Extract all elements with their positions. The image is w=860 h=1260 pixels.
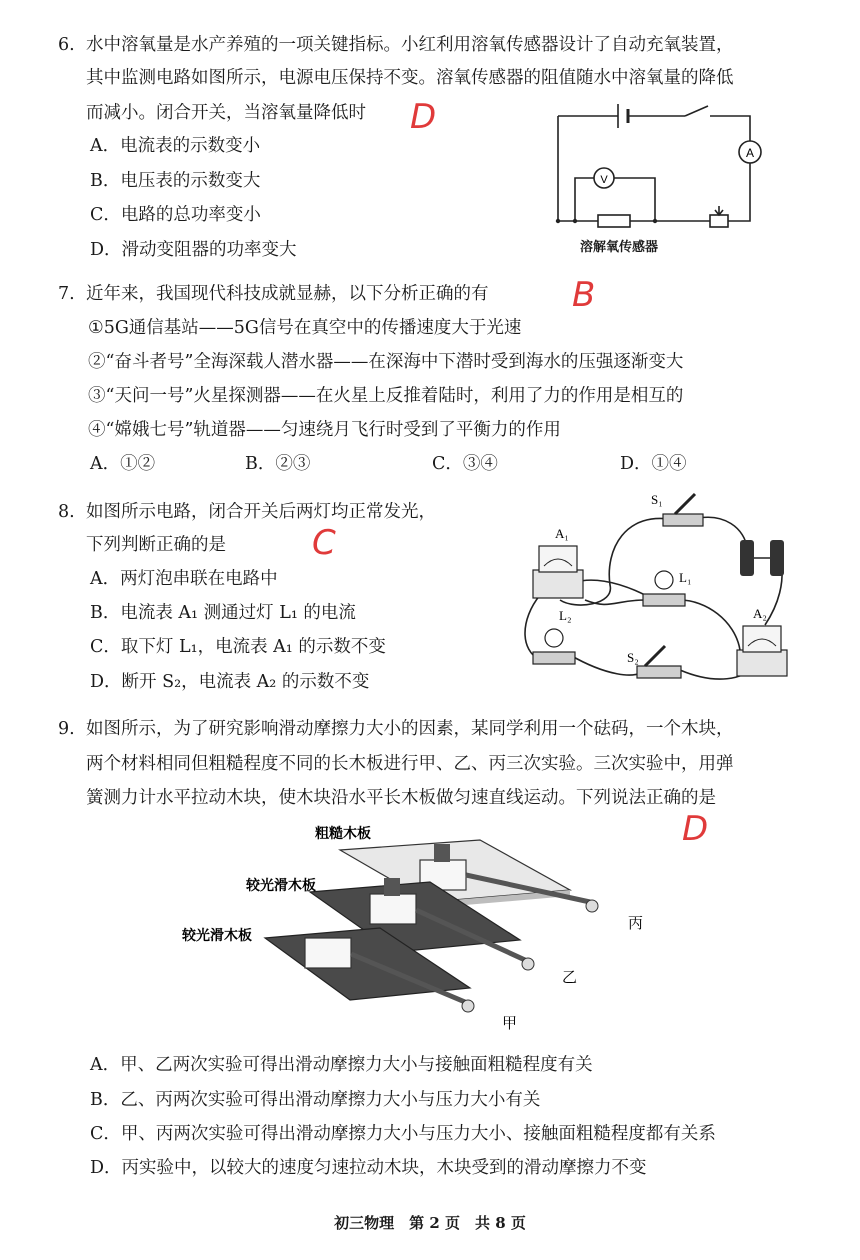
q9-option-a: A．甲、乙两次实验可得出滑动摩擦力大小与接触面粗糙程度有关 (90, 1055, 593, 1075)
q9-stem-line: 簧测力计水平拉动木块，使木块沿水平长木板做匀速直线运动。下列说法正确的是 (86, 788, 716, 808)
label-s2: S₂ (627, 650, 639, 665)
q9-number: 9. (58, 719, 75, 739)
q8-number: 8. (58, 502, 75, 522)
q8-handwritten-answer: C (312, 523, 336, 563)
board-label-smooth: 较光滑木板 (246, 877, 316, 893)
q8-option-d: D．断开 S₂，电流表 A₂ 的示数不变 (90, 672, 370, 692)
label-l1: L₁ (679, 570, 692, 585)
q9-option-b: B．乙、丙两次实验可得出滑动摩擦力大小与压力大小有关 (90, 1090, 541, 1110)
q8-stem-line: 下列判断正确的是 (86, 535, 226, 555)
voltmeter-label: V (600, 174, 608, 186)
label-l2: L₂ (559, 608, 572, 623)
q6-option-a: A．电流表的示数变小 (90, 136, 261, 156)
board-label-rough: 粗糙木板 (315, 825, 371, 841)
q6-sensor-label: 溶解氧传感器 (580, 240, 659, 255)
q9-stem-line: 两个材料相同但粗糙程度不同的长木板进行甲、乙、丙三次实验。三次实验中，用弹 (86, 754, 734, 774)
q6-number: 6. (58, 35, 75, 55)
q7-stem: 近年来，我国现代科技成就显赫，以下分析正确的有 (86, 284, 489, 304)
q7-option-d: D．①④ (620, 454, 687, 474)
q8-stem-line: 如图所示电路，闭合开关后两灯均正常发光， (86, 502, 436, 522)
q8-option-c: C．取下灯 L₁，电流表 A₁ 的示数不变 (90, 637, 386, 657)
q6-stem-line: 水中溶氧量是水产养殖的一项关键指标。小红利用溶氧传感器设计了自动充氧装置， (86, 35, 734, 55)
q9-option-d: D．丙实验中，以较大的速度匀速拉动木块，木块受到的滑动摩擦力不变 (90, 1158, 647, 1178)
q7-option-c: C．③④ (432, 454, 498, 474)
label-a2: A₂ (753, 606, 767, 621)
q6-circuit-diagram (550, 96, 770, 226)
switch-s1-icon (663, 494, 703, 526)
q9-stem-line: 如图所示，为了研究影响滑动摩擦力大小的因素，某同学利用一个砝码，一个木块， (86, 719, 734, 739)
board-label-smooth: 较光滑木板 (182, 927, 252, 943)
q7-option-b: B．②③ (245, 454, 311, 474)
label-s1: S₁ (651, 492, 663, 507)
ammeter-a2-icon (737, 626, 787, 676)
q8-option-b: B．电流表 A₁ 测通过灯 L₁ 的电流 (90, 603, 356, 623)
page-footer: 初三物理 第 2 页 共 8 页 (334, 1214, 526, 1232)
battery-icon (740, 540, 754, 576)
q7-item: ③“天问一号”火星探测器——在火星上反推着陆时，利用了力的作用是相互的 (88, 386, 684, 406)
case-label-yi: 乙 (562, 970, 578, 986)
case-label-jia: 甲 (502, 1016, 518, 1032)
q6-option-b: B．电压表的示数变大 (90, 171, 261, 191)
q7-handwritten-answer: B (572, 275, 596, 315)
q7-item: ①5G通信基站——5G信号在真空中的传播速度大于光速 (88, 318, 522, 338)
q6-handwritten-answer: D (410, 97, 437, 137)
q8-option-a: A．两灯泡串联在电路中 (90, 569, 278, 589)
ammeter-label: A (745, 146, 755, 160)
switch-s2-icon (637, 646, 681, 678)
q8-circuit-photo (515, 490, 795, 700)
q7-item: ②“奋斗者号”全海深载人潜水器——在深海中下潜时受到海水的压强逐渐变大 (88, 352, 684, 372)
label-a1: A₁ (555, 526, 569, 541)
q6-option-c: C．电路的总功率变小 (90, 205, 261, 225)
q7-item: ④“嫦娥七号”轨道器——匀速绕月飞行时受到了平衡力的作用 (88, 420, 561, 440)
q9-friction-figure (180, 820, 660, 1035)
lamp-l2-icon (533, 629, 575, 664)
q7-option-a: A．①② (90, 454, 156, 474)
weight-icon (434, 844, 450, 862)
q6-option-d: D．滑动变阻器的功率变大 (90, 240, 297, 260)
q6-stem-line: 而减小。闭合开关，当溶氧量降低时 (86, 103, 366, 123)
ammeter-a1-icon (533, 546, 583, 598)
q9-option-c: C．甲、丙两次实验可得出滑动摩擦力大小与压力大小、接触面粗糙程度都有关系 (90, 1124, 716, 1144)
q9-handwritten-answer: D (682, 809, 709, 849)
case-label-bing: 丙 (628, 916, 644, 932)
q6-stem-line: 其中监测电路如图所示，电源电压保持不变。溶氧传感器的阻值随水中溶氧量的降低 (86, 68, 734, 88)
q7-number: 7. (58, 284, 75, 304)
